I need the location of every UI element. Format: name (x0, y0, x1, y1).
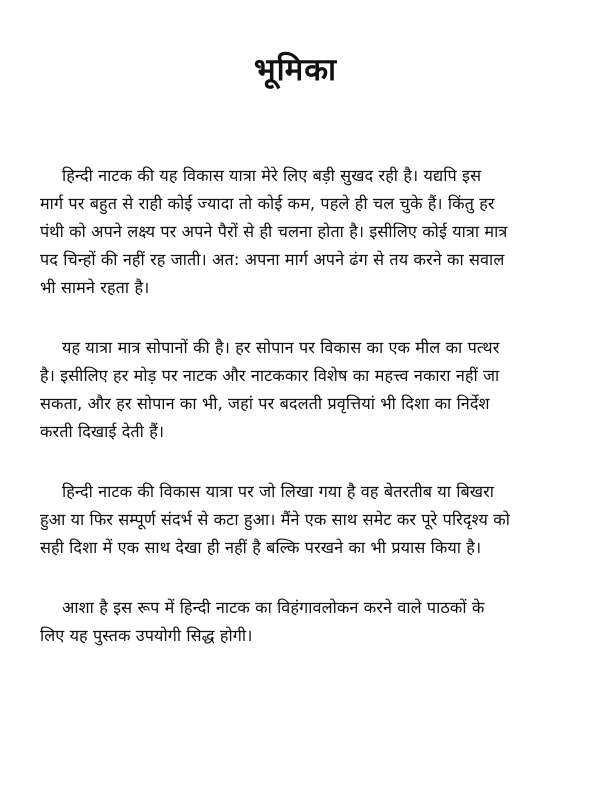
paragraph-line: मार्ग पर बहुत से राही कोई ज्यादा तो कोई कम, पहले ही चल चुके हैं। किंतु हर (40, 194, 495, 213)
paragraph-line: सही दिशा में एक साथ देखा ही नहीं है बल्कि परखने का भी प्रयास किया है। (40, 538, 482, 557)
paragraph-2 (40, 334, 562, 446)
paragraph-4 (40, 594, 562, 650)
paragraph-line: पद चिन्हों की नहीं रह जाती। अत: अपना मार्ग अपने ढंग से तय करने का सवाल (40, 250, 505, 269)
page-title: भूमिका (253, 52, 338, 88)
paragraph-line: भी सामने रहता है। (40, 278, 150, 297)
paragraph-line: करती दिखाई देती हैं। (40, 422, 165, 441)
paragraph-line: आशा है इस रूप में हिन्दी नाटक का विहंगावलोकन करने वाले पाठकों के (62, 598, 485, 617)
paragraph-line: हिन्दी नाटक की यह विकास यात्रा मेरे लिए बड़ी सुखद रही है। यद्यपि इस (62, 166, 482, 185)
paragraph-line: हिन्दी नाटक की विकास यात्रा पर जो लिखा गया है वह बेतरतीब या बिखरा (62, 482, 495, 501)
paragraph-line: पंथी को अपने लक्ष्य पर अपने पैरों से ही चलना होता है। इसीलिए कोई यात्रा मात्र (40, 222, 508, 241)
paragraph-line: यह यात्रा मात्र सोपानों की है। हर सोपान पर विकास का एक मील का पत्थर (62, 338, 500, 357)
preface-body (40, 162, 562, 650)
paragraph-1 (40, 162, 562, 302)
paragraph-line: है। इसीलिए हर मोड़ पर नाटक और नाटककार विशेष का महत्त्व नकारा नहीं जा (40, 366, 500, 385)
paragraph-line: लिए यह पुस्तक उपयोगी सिद्ध होगी। (40, 626, 253, 645)
paragraph-3 (40, 478, 562, 562)
paragraph-line: हुआ या फिर सम्पूर्ण संदर्भ से कटा हुआ। मैंने एक साथ समेट कर पूरे परिदृश्य को (40, 510, 510, 529)
paragraph-line: सकता, और हर सोपान का भी, जहां पर बदलती प्रवृत्तियां भी दिशा का निर्देश (40, 394, 490, 413)
